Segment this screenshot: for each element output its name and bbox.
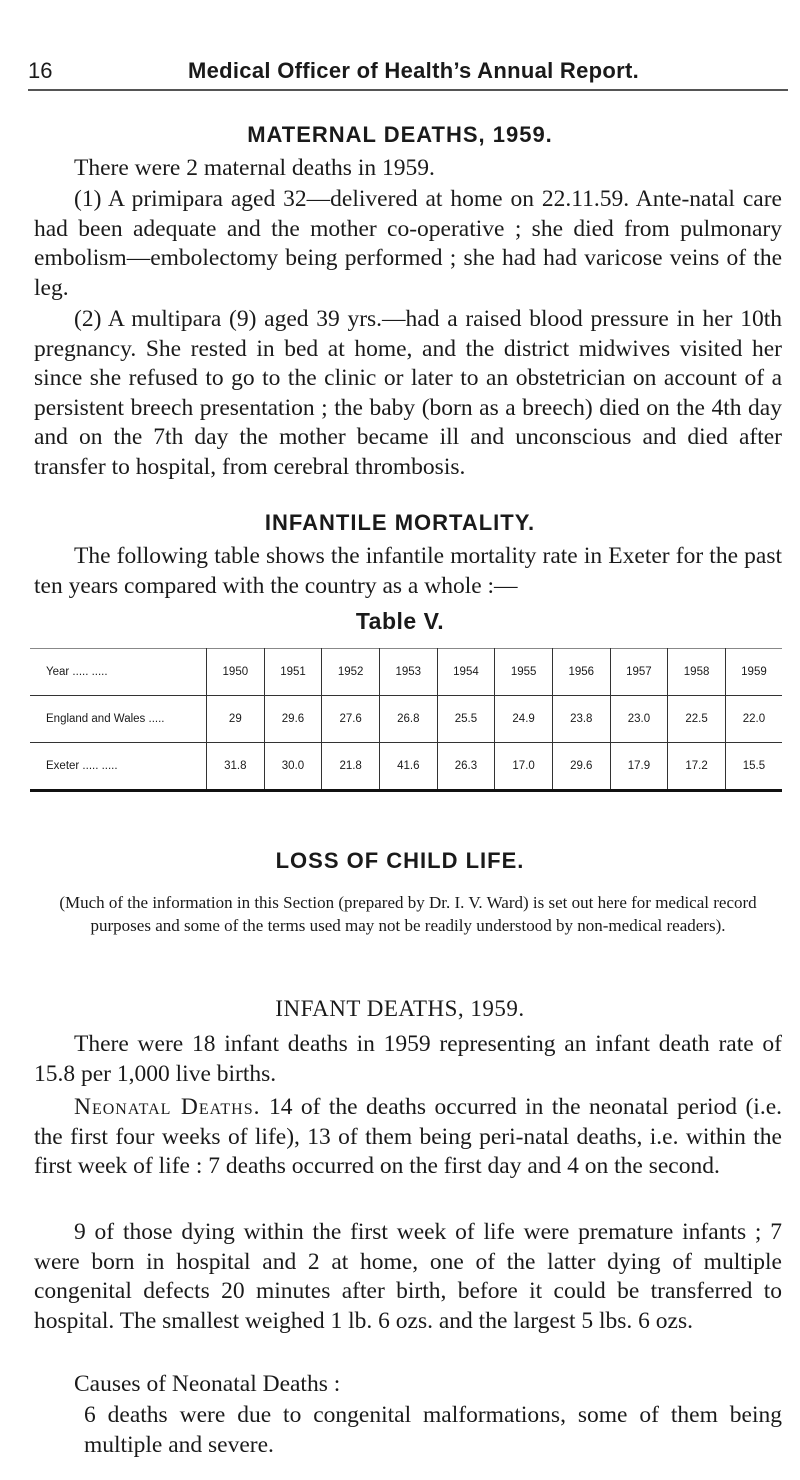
table-cell: 1959 bbox=[725, 649, 782, 696]
table-cell: 17.2 bbox=[668, 743, 726, 791]
loss-of-child-life-heading: LOSS OF CHILD LIFE. bbox=[275, 848, 525, 873]
table-cell: 22.0 bbox=[725, 696, 782, 743]
table-cell: 25.5 bbox=[437, 696, 495, 743]
england-wales-row bbox=[30, 696, 782, 743]
row-label: Exeter ..... ..... bbox=[46, 760, 118, 772]
table-cell: 1957 bbox=[610, 649, 668, 696]
table-cell: 1955 bbox=[495, 649, 553, 696]
table-cell: 24.9 bbox=[495, 696, 553, 743]
infant-mortality-table bbox=[30, 648, 782, 792]
table-cell: 17.9 bbox=[610, 743, 668, 791]
causes-item: 6 deaths were due to congenital malformations, some of them being multiple and severe. bbox=[84, 1402, 782, 1458]
table-cell: 29.6 bbox=[552, 743, 610, 791]
infant-deaths-subheading: INFANT DEATHS, 1959. bbox=[275, 996, 525, 1021]
table-title: Table V. bbox=[355, 608, 445, 634]
table-cell: 29.6 bbox=[264, 696, 322, 743]
exeter-row bbox=[30, 743, 782, 791]
page-number: 16 bbox=[28, 58, 53, 83]
neonatal-deaths-text: 14 of the deaths occurred in the neonatal period (i.e. the first four weeks of life), 13 of them being peri-natal deaths, i.e. within the first week of life : 7 deaths occurred on the first day and 4 on the second. bbox=[34, 1094, 782, 1179]
infantile-intro: The following table shows the infantile mortality rate in Exeter for the past ten years compared with the country as a whole :— bbox=[34, 543, 782, 599]
table-cell: 30.0 bbox=[264, 743, 322, 791]
row-label: Year ..... ..... bbox=[46, 666, 108, 678]
maternal-intro: There were 2 maternal deaths in 1959. bbox=[74, 155, 435, 181]
table-cell: 1950 bbox=[207, 649, 265, 696]
table-cell: 17.0 bbox=[495, 743, 553, 791]
table-cell: 26.8 bbox=[379, 696, 437, 743]
table-cell: 21.8 bbox=[322, 743, 380, 791]
header-rule bbox=[28, 89, 788, 91]
table-cell: 1958 bbox=[668, 649, 726, 696]
table-cell: 31.8 bbox=[207, 743, 265, 791]
maternal-deaths-heading: MATERNAL DEATHS, 1959. bbox=[247, 122, 553, 147]
table-cell: 23.8 bbox=[552, 696, 610, 743]
neonatal-deaths-label: Neonatal Deaths. bbox=[74, 1094, 261, 1120]
table-cell: 27.6 bbox=[322, 696, 380, 743]
section-note: (Much of the information in this Section (prepared by Dr. I. V. Ward) is set out here for medical record purposes and some of the terms used may not be readily understood by non-medical readers). bbox=[59, 893, 757, 935]
table-cell: 29 bbox=[207, 696, 265, 743]
table-cell: 26.3 bbox=[437, 743, 495, 791]
infant-deaths-para: There were 18 infant deaths in 1959 representing an infant death rate of 15.8 per 1,000 live births. bbox=[34, 1031, 782, 1087]
table-cell: 23.0 bbox=[610, 696, 668, 743]
premature-infants-para: 9 of those dying within the first week of life were premature infants ; 7 were born in hospital and 2 at home, one of the latter dying of multiple congenital defects 20 minutes after birth, before it could be transferred to hospital. The smallest weighed 1 lb. 6 ozs. and the largest 5 lbs. 6 ozs. bbox=[34, 1219, 782, 1334]
maternal-case-2: (2) A multipara (9) aged 39 yrs.—had a raised blood pressure in her 10th pregnancy. She rested in bed at home, and the district midwives visited her since she refused to go to the clinic or later to an obstetrician on account of a persistent breech presentation ; the baby (born as a breech) died on the 4th day and on the 7th day the mother became ill and unconscious and died after transfer to hospital, from cerebral thrombosis. bbox=[34, 306, 782, 480]
table-cell: 15.5 bbox=[725, 743, 782, 791]
table-cell: 1951 bbox=[264, 649, 322, 696]
table-cell: 1954 bbox=[437, 649, 495, 696]
year-row bbox=[30, 649, 782, 696]
table-cell: 1953 bbox=[379, 649, 437, 696]
report-title: Medical Officer of Health’s Annual Report. bbox=[188, 58, 640, 83]
table-cell: 22.5 bbox=[668, 696, 726, 743]
neonatal-deaths-para bbox=[34, 1093, 782, 1182]
causes-label: Causes of Neonatal Deaths : bbox=[74, 1371, 341, 1397]
maternal-case-1: (1) A primipara aged 32—delivered at home on 22.11.59. Ante-natal care had been adequate and the mother co-operative ; she died from pulmonary embolism—embolectomy being performed ; she had had varicose veins of the leg. bbox=[34, 186, 782, 301]
infantile-mortality-heading: INFANTILE MORTALITY. bbox=[264, 510, 536, 535]
table-cell: 41.6 bbox=[379, 743, 437, 791]
table-cell: 1956 bbox=[552, 649, 610, 696]
table-cell: 1952 bbox=[322, 649, 380, 696]
row-label: England and Wales ..... bbox=[46, 713, 165, 725]
